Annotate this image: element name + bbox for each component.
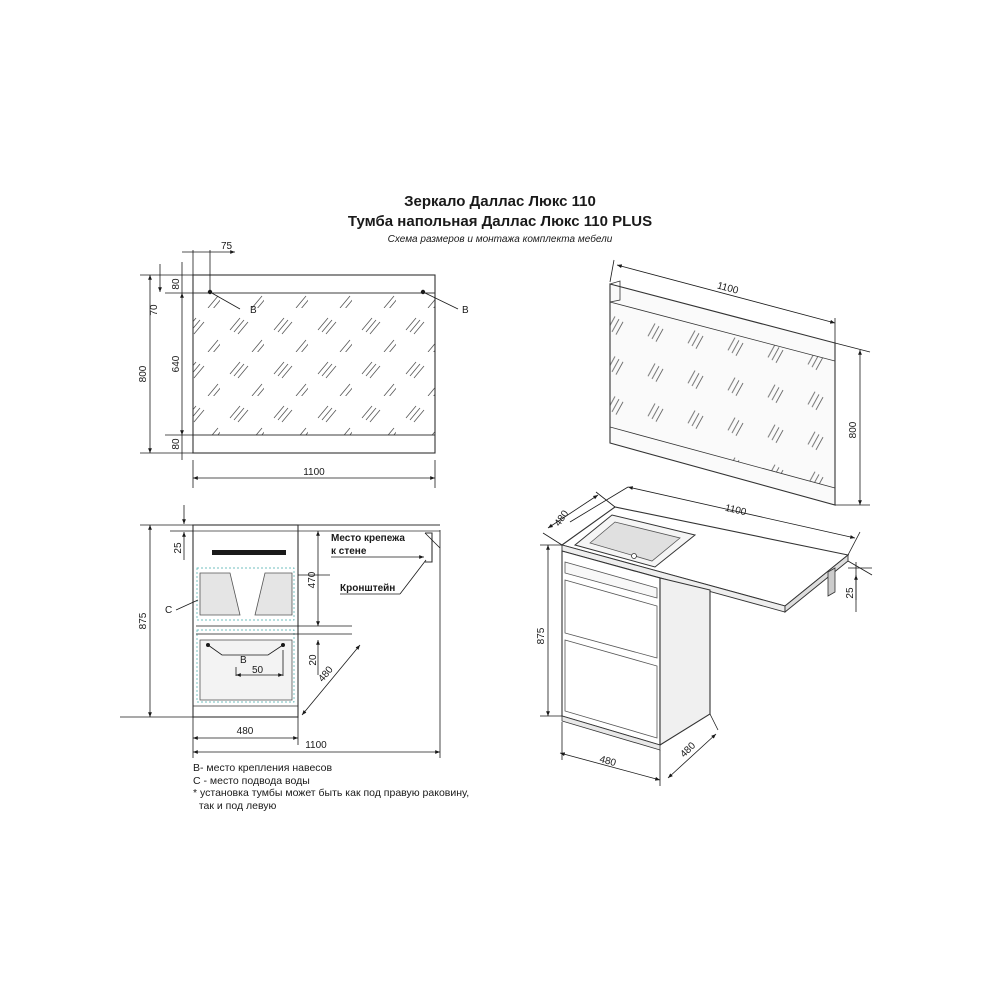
wall-bracket: [425, 533, 432, 562]
dim-cabinet-height: 875: [138, 612, 149, 630]
iso-cabinet-view: [536, 487, 872, 786]
dim-hook-horizontal: 75: [221, 241, 233, 252]
title-cabinet: Тумба напольная Даллас Люкс 110 PLUS: [347, 213, 653, 230]
dim-glass-height: 640: [171, 355, 182, 373]
dim-drawer-height: 470: [307, 571, 318, 589]
iso-dim-total-width: 1100: [723, 502, 748, 519]
dim-top-thickness: 25: [173, 542, 184, 554]
wall-mount-label-1: Место крепежа: [331, 533, 405, 544]
mirror-front-view: [138, 241, 469, 488]
basin-section: [212, 550, 286, 555]
iso-dim-height: 875: [536, 627, 547, 645]
iso-dim-mirror-width: 1100: [715, 280, 740, 297]
iso-dim-mirror-height: 800: [848, 421, 859, 439]
cabinet-front-view: [120, 505, 440, 758]
note-install: * установка тумбы может быть как под правую раковину,: [193, 787, 470, 799]
dim-mirror-height: 800: [138, 365, 149, 383]
dim-gap: 20: [308, 654, 319, 666]
iso-dim-top-thickness: 25: [845, 587, 856, 599]
iso-dim-depth-top: 480: [552, 508, 572, 529]
iso-dim-base-depth: 480: [678, 740, 699, 761]
note-hooks: B- место крепления навесов: [193, 762, 333, 774]
bracket-label: Кронштейн: [340, 583, 396, 594]
subtitle: Схема размеров и монтажа комплекта мебели: [387, 234, 613, 245]
dim-top-frame: 80: [171, 278, 182, 290]
dim-hook-spacing: 50: [252, 665, 264, 676]
hook-label-cabinet: B: [240, 655, 247, 666]
hook-label-right: B: [462, 305, 469, 316]
dim-bottom-frame: 80: [171, 438, 182, 450]
iso-cabinet-side: [660, 578, 710, 745]
dim-depth-diag: 480: [316, 664, 336, 685]
title-mirror: Зеркало Даллас Люкс 110: [404, 193, 596, 210]
dim-cabinet-width: 480: [236, 726, 254, 737]
dim-mirror-width: 1100: [303, 467, 325, 478]
mirror-glass: [193, 293, 435, 435]
note-water: C - место подвода воды: [193, 774, 310, 787]
note-install-cont: так и под левую: [193, 799, 277, 812]
dim-total-width: 1100: [305, 740, 327, 751]
wall-mount-label-2: к стене: [331, 546, 367, 557]
notes: [193, 762, 469, 812]
dim-hook-vertical: 70: [149, 304, 160, 316]
hook-label-left: B: [250, 305, 257, 316]
iso-dim-base-width: 480: [598, 754, 618, 770]
iso-mirror-view: [610, 260, 870, 505]
water-label: C: [165, 605, 173, 616]
